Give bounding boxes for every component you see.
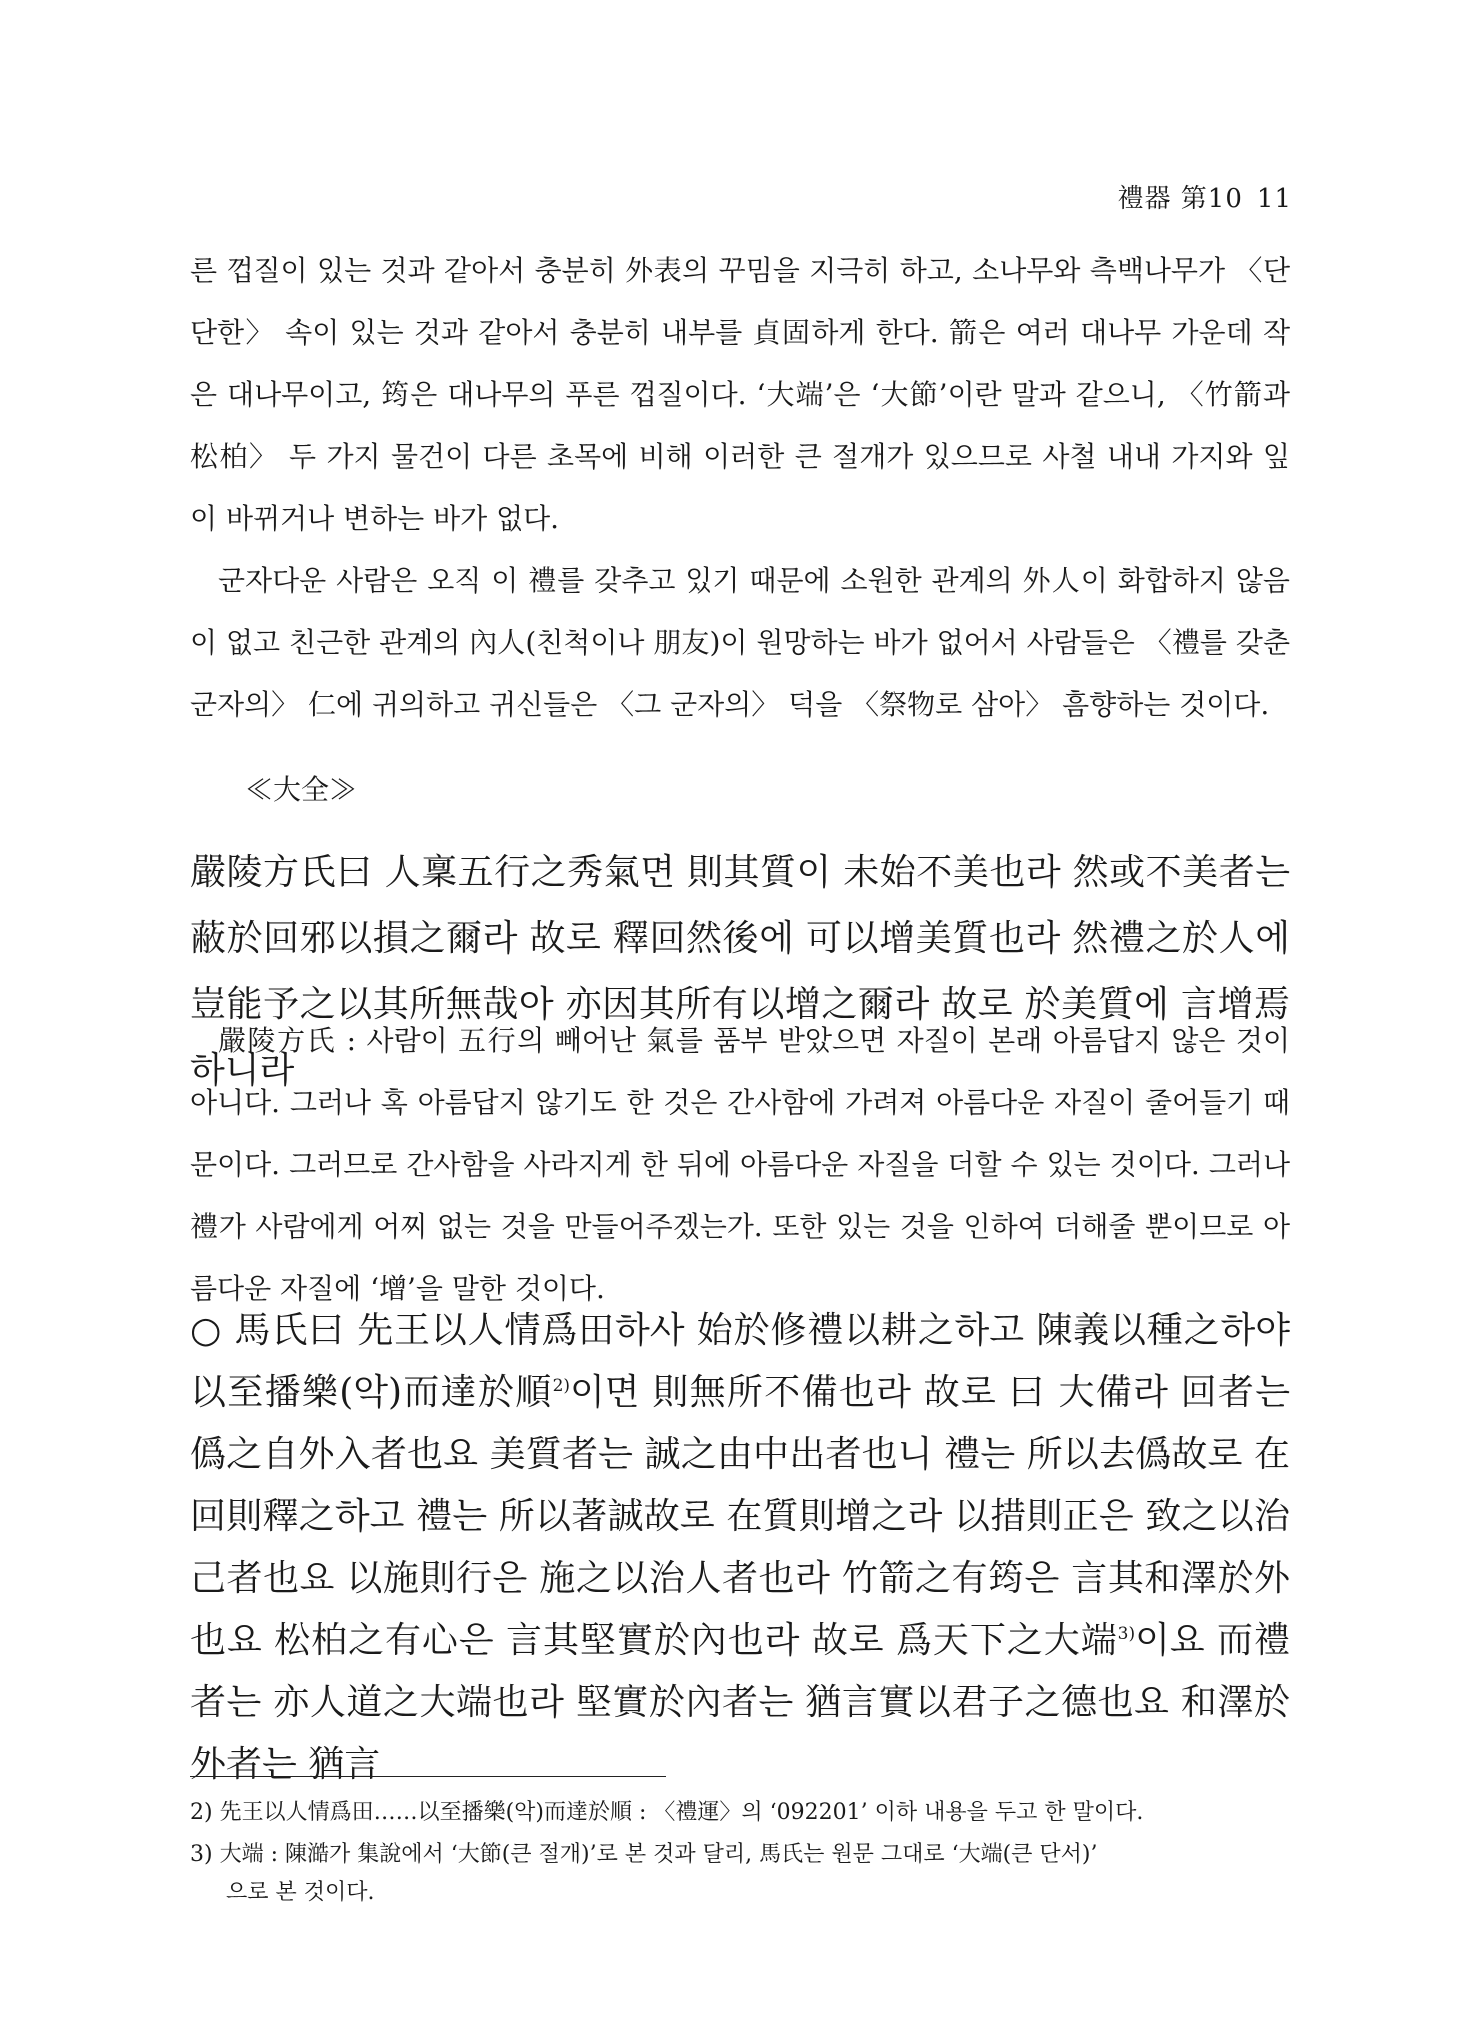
footnote-text-continuation: 으로 본 것이다. [226,1880,375,1905]
classical-text-part: ○ 馬氏曰 先王以人情爲田하사 始於修禮以耕之하고 陳義以種之하야 以至播樂(악)而達於順 [190,1310,1290,1413]
classical-text-part: 이면 則無所不備也라 故로 曰 大備라 回者는 僞之自外入者也요 美質者는 誠之由中出者也니 禮는 所以去僞故로 在回則釋之하고 禮는 所以著誠故로 在質則增之라 以措則正은 致之以治己者也요 以施則行은 施之以治人者也라 竹箭之有筠은 言其和澤於外也요 松柏之有心은 言其堅實於內也라 故로 爲天下之大端 [190,1372,1291,1661]
translation-block-2 [190,550,1290,736]
footnote-ref-2[interactable]: 2) [552,1376,571,1396]
translation-block-1 [190,240,1290,550]
section-label: ≪大全≫ [245,773,358,806]
classical-text [190,1300,1290,1796]
footnote-3 [190,1836,1310,1912]
original-text-2 [190,1300,1290,1796]
footnote-2 [190,1794,1310,1832]
translation-paragraph: 군자다운 사람은 오직 이 禮를 갖추고 있기 때문에 소원한 관계의 外人이 화합하지 않음이 없고 친근한 관계의 內人(친척이나 朋友)이 원망하는 바가 없어서 사람들은 〈禮를 갖춘 군자의〉 仁에 귀의하고 귀신들은 〈그 군자의〉 덕을 〈祭物로 삼아〉 흠향하는 것이다. [190,564,1290,721]
running-header [1104,178,1292,215]
footnote-text: 3) 大端 : 陳澔가 集說에서 ‘大節(큰 절개)’로 본 것과 달리, 馬氏는 원문 그대로 ‘大端(큰 단서)’ [190,1842,1098,1867]
footnote-ref-3[interactable]: 3) [1117,1624,1136,1644]
chapter-title: 禮器 第10 [1117,184,1243,214]
translation-paragraph: 른 껍질이 있는 것과 같아서 충분히 外表의 꾸밈을 지극히 하고, 소나무와 측백나무가 〈단단한〉 속이 있는 것과 같아서 충분히 내부를 貞固하게 한다. 箭은 여러 대나무 가운데 작은 대나무이고, 筠은 대나무의 푸른 껍질이다. ‘大端’은 ‘大節’이란 말과 같으니, 〈竹箭과 松柏〉 두 가지 물건이 다른 초목에 비해 이러한 큰 절개가 있으므로 사철 내내 가지와 잎이 바뀌거나 변하는 바가 없다. [190,254,1290,535]
footnote-text: 2) 先王以人情爲田……以至播樂(악)而達於順 : 〈禮運〉의 ‘092201’ 이하 내용을 두고 한 말이다. [190,1800,1144,1825]
translation-paragraph: 嚴陵方氏 : 사람이 五行의 빼어난 氣를 품부 받았으면 자질이 본래 아름답지 않은 것이 아니다. 그러나 혹 아름답지 않기도 한 것은 간사함에 가려져 아름다운 자질이 줄어들기 때문이다. 그러므로 간사함을 사라지게 한 뒤에 아름다운 자질을 더할 수 있는 것이다. 그러나 禮가 사람에게 어찌 없는 것을 만들어주겠는가. 또한 있는 것을 인하여 더해줄 뿐이므로 아름다운 자질에 ‘增’을 말한 것이다. [190,1024,1290,1305]
translation-block-3 [190,1010,1290,1320]
page-number: 11 [1256,184,1292,214]
classical-text-part: 이요 而禮者는 亦人道之大端也라 堅實於內者는 猶言實以君子之德也요 和澤於外者는 猶言 [190,1620,1290,1785]
classical-text: 嚴陵方氏曰 人稟五行之秀氣면 則其質이 未始不美也라 然或不美者는 蔽於回邪以損之爾라 故로 釋回然後에 可以增美質也라 然禮之於人에 豈能予之以其所無哉아 亦因其所有以增之爾라 故로 於美質에 言增焉하니라 [190,852,1290,1091]
footnote-divider [190,1776,666,1777]
